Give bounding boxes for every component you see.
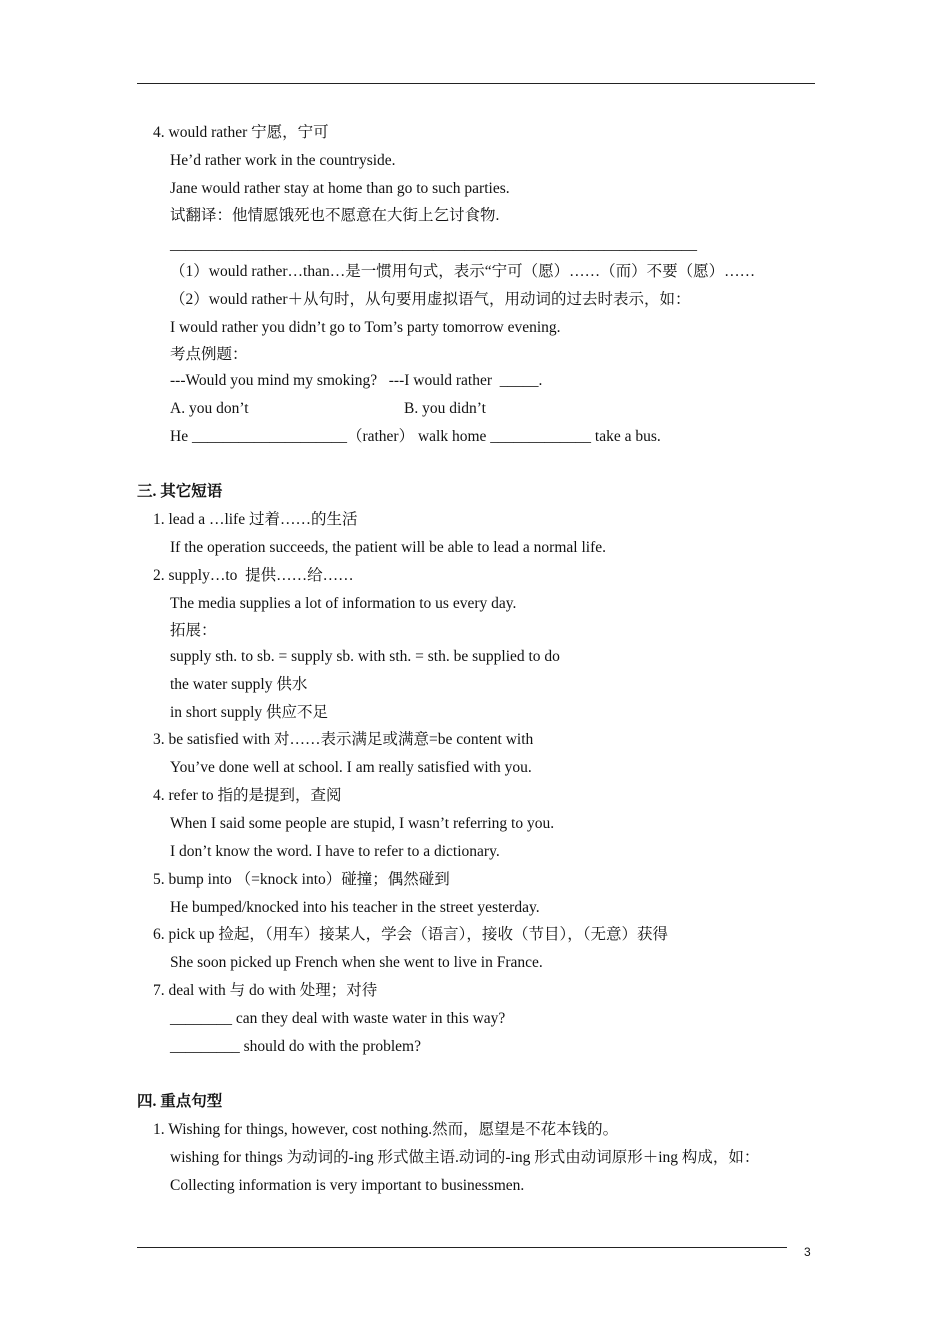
explanation: wishing for things 为动词的-ing 形式做主语.动词的-ing 形式由动词原形＋ing 构成，如：	[170, 1149, 760, 1166]
fill-in-question: He ____________________（rather） walk home _____________ take a bus.	[170, 428, 661, 445]
answer-blank-line: ____________________________________________________________________	[170, 236, 697, 253]
fill-in-question: ________ can they deal with waste water in this way?	[170, 1010, 506, 1027]
page-number: 3	[804, 1245, 811, 1259]
exam-question: ---Would you mind my smoking? ---I would rather _____.	[170, 372, 543, 389]
section-heading-phrases: 三. 其它短语	[137, 483, 223, 500]
example-sentence: He’d rather work in the countryside.	[170, 152, 396, 169]
note-2: （2）would rather＋从句时，从句要用虚拟语气，用动词的过去时表示，如：	[170, 291, 691, 308]
extension-item: in short supply 供应不足	[170, 704, 329, 721]
fill-in-question: _________ should do with the problem?	[170, 1038, 421, 1055]
extension-label: 拓展：	[170, 622, 217, 639]
translation-prompt: 试翻译：他情愿饿死也不愿意在大街上乞讨食物.	[170, 207, 500, 224]
header-rule	[137, 83, 815, 84]
example-sentence: Jane would rather stay at home than go to such parties.	[170, 180, 510, 197]
phrase-item: 6. pick up 捡起，（用车）接某人，学会（语言），接收（节目），（无意）获得	[153, 926, 668, 943]
note-1: （1）would rather…than…是一惯用句式，表示“宁可（愿）……（而）不要（愿）……	[170, 263, 756, 280]
phrase-item: 7. deal with 与 do with 处理；对待	[153, 982, 378, 999]
example-sentence: The media supplies a lot of information to us every day.	[170, 595, 517, 612]
example-sentence: When I said some people are stupid, I wasn’t referring to you.	[170, 815, 555, 832]
phrase-item: 4. refer to 指的是提到，查阅	[153, 787, 342, 804]
sentence-item: 1. Wishing for things, however, cost nothing.然而，愿望是不花本钱的。	[153, 1121, 619, 1138]
exam-label: 考点例题：	[170, 346, 248, 363]
option-a: A. you don’t	[170, 400, 249, 417]
example-sentence: Collecting information is very important to businessmen.	[170, 1177, 525, 1194]
phrase-item: 2. supply…to 提供……给……	[153, 567, 354, 584]
footer-rule	[137, 1247, 787, 1248]
example-sentence: If the operation succeeds, the patient will be able to lead a normal life.	[170, 539, 606, 556]
extension-item: the water supply 供水	[170, 676, 308, 693]
item-would-rather: 4. would rather 宁愿，宁可	[153, 124, 329, 141]
example-sentence: I don’t know the word. I have to refer to a dictionary.	[170, 843, 500, 860]
phrase-item: 1. lead a …life 过着……的生活	[153, 511, 358, 528]
example-sentence: You’ve done well at school. I am really satisfied with you.	[170, 759, 532, 776]
phrase-item: 3. be satisfied with 对……表示满足或满意=be content with	[153, 731, 534, 748]
example-sentence: I would rather you didn’t go to Tom’s party tomorrow evening.	[170, 319, 561, 336]
extension-item: supply sth. to sb. = supply sb. with sth. = sth. be supplied to do	[170, 648, 560, 665]
example-sentence: He bumped/knocked into his teacher in the street yesterday.	[170, 899, 540, 916]
option-b: B. you didn’t	[404, 400, 486, 417]
section-heading-sentences: 四. 重点句型	[137, 1093, 223, 1110]
phrase-item: 5. bump into （=knock into）碰撞；偶然碰到	[153, 871, 450, 888]
example-sentence: She soon picked up French when she went to live in France.	[170, 954, 543, 971]
